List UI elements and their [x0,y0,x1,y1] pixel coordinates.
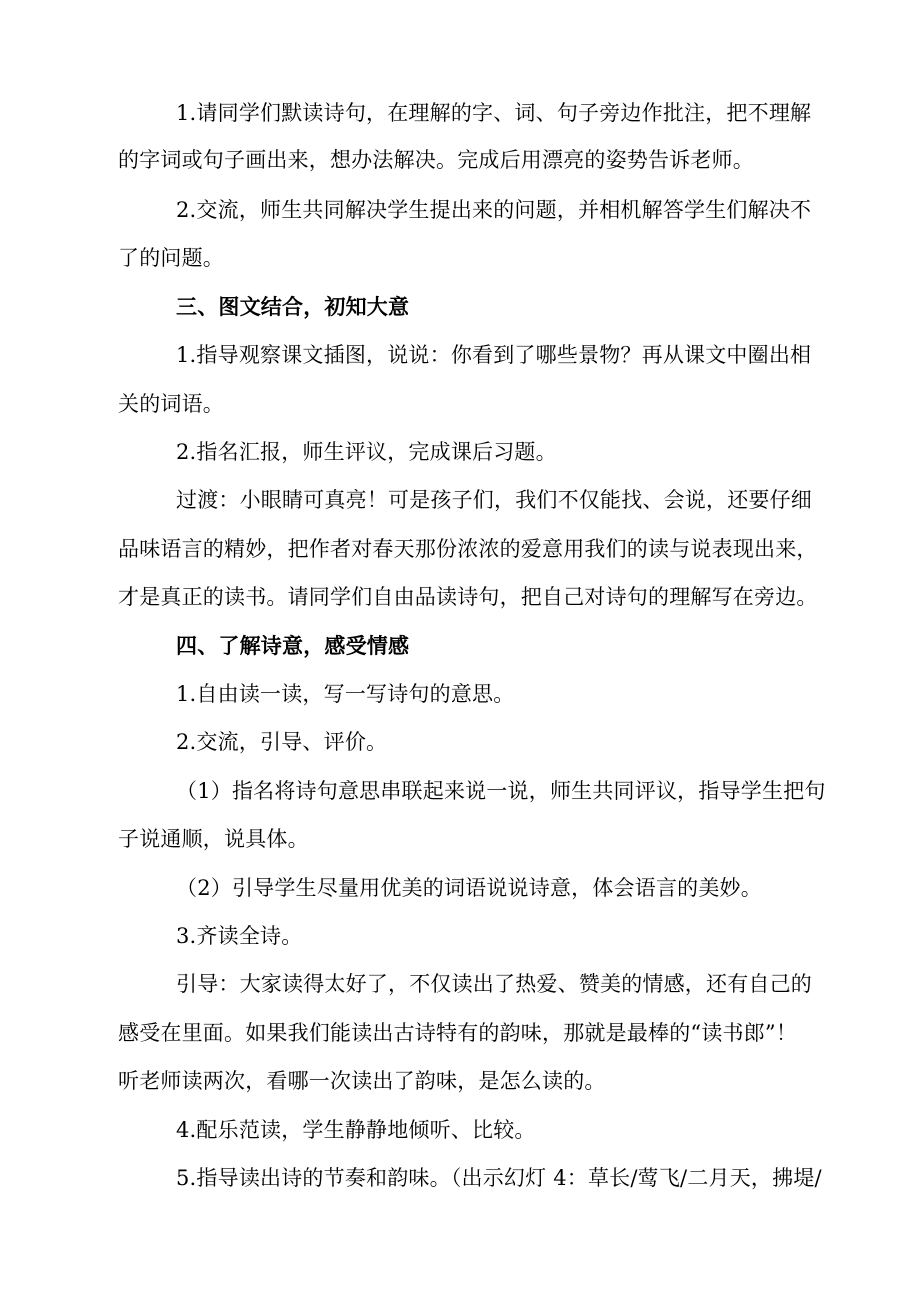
text-line: 4.配乐范读，学生静静地倾听、比较。 [176,1118,536,1142]
text-line: 2.交流，师生共同解决学生提出来的问题，并相机解答学生们解决不 [176,198,812,222]
text-line: 才是真正的读书。请同学们自由品读诗句，把自己对诗句的理解写在旁边。 [118,585,818,609]
text-line: 子说通顺，说具体。 [118,827,309,851]
text-line: 的字词或句子画出来，想办法解决。完成后用漂亮的姿势告诉老师。 [118,148,754,172]
text-line: 5.指导读出诗的节奏和韵味。（出示幻灯 4：草长/莺飞/二月天，拂堤/ [176,1166,822,1190]
text-line: （2）引导学生尽量用优美的词语说说诗意，体会语言的美妙。 [176,876,762,900]
text-line: 1.自由读一读，写一写诗句的意思。 [176,682,515,706]
text-line: 过渡：小眼睛可真亮！可是孩子们，我们不仅能找、会说，还要仔细 [176,488,812,512]
text-line: 3.齐读全诗。 [176,924,303,948]
text-line: 2.交流，引导、评价。 [176,730,388,754]
text-line: 了的问题。 [118,246,224,270]
text-line: 1.指导观察课文插图，说说：你看到了哪些景物？再从课文中圈出相 [176,343,812,367]
text-line: 关的词语。 [118,392,224,416]
text-line: 品味语言的精妙，把作者对春天那份浓浓的爱意用我们的读与说表现出来， [118,537,818,561]
section-heading: 三、图文结合，初知大意 [176,294,410,319]
text-line: （1）指名将诗句意思串联起来说一说，师生共同评议，指导学生把句 [176,779,826,803]
text-line: 听老师读两次，看哪一次读出了韵味，是怎么读的。 [118,1069,606,1093]
section-heading: 四、了解诗意，感受情感 [176,633,410,658]
text-line: 2.指名汇报，师生评议，完成课后习题。 [176,440,557,464]
text-line: 感受在里面。如果我们能读出古诗特有的韵味，那就是最棒的“读书郎”！ [118,1021,798,1045]
text-line: 引导：大家读得太好了，不仅读出了热爱、赞美的情感，还有自己的 [176,972,812,996]
text-line: 1.请同学们默读诗句，在理解的字、词、句子旁边作批注，把不理解 [176,101,812,125]
